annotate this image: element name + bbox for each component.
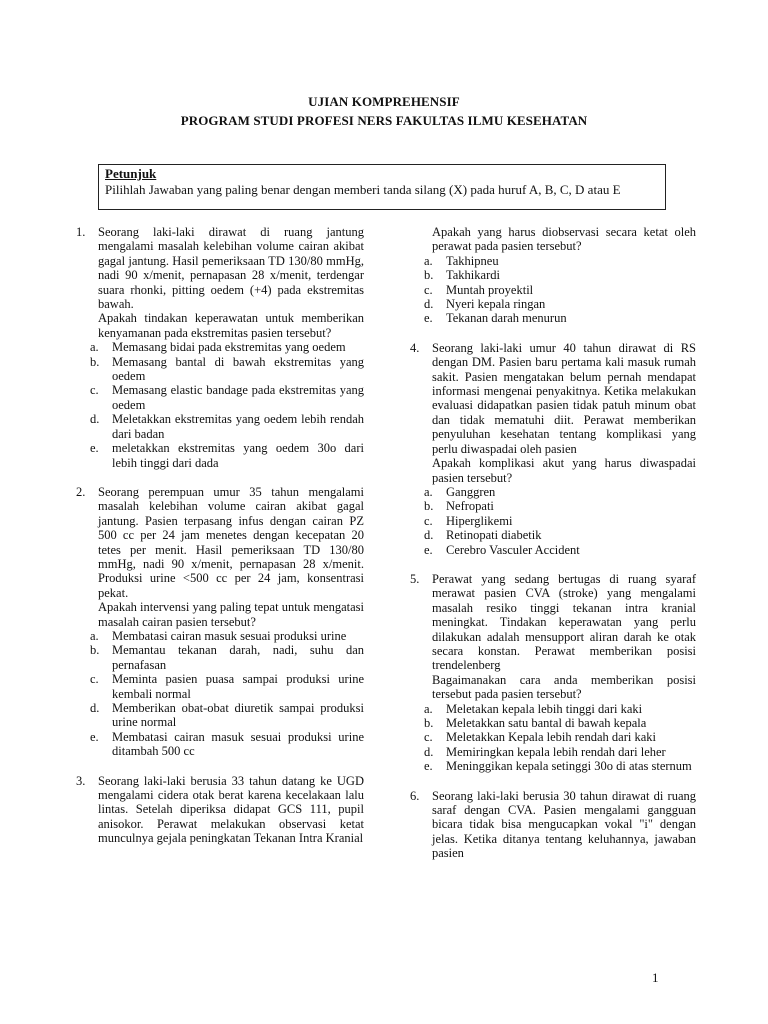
option-b: b. Takhikardi bbox=[424, 268, 500, 283]
option-c: c. Hiperglikemi bbox=[424, 513, 513, 528]
question-stem: Seorang laki-laki berusia 33 tahun datang ke UGD mengalami cidera otak berat karena kecelakaan lalu lintas. Setelah diperiksa didapat GCS 111, pupil anisokor. Perawat melakukan observasi ketat munculnya gejala peningkatan Tekanan Intra Kranial bbox=[98, 773, 364, 846]
option-e: e. meletakkan ekstremitas yang oedem 30o dari lebih tinggi dari dada bbox=[90, 441, 364, 470]
question-4 bbox=[410, 341, 696, 557]
question-number: 2. bbox=[76, 484, 86, 499]
option-e: e. Meninggikan kepala setinggi 30o di atas sternum bbox=[424, 759, 692, 774]
option-e: e. Tekanan darah menurun bbox=[424, 311, 567, 326]
option-a: a. Meletakan kepala lebih tinggi dari kaki bbox=[424, 701, 643, 716]
question-prompt: Apakah yang harus diobservasi secara ketat oleh perawat pada pasien tersebut? bbox=[432, 225, 696, 254]
left-column bbox=[76, 225, 364, 861]
option-c: c. Muntah proyektil bbox=[424, 282, 534, 297]
question-prompt: Apakah komplikasi akut yang harus diwaspadai pasien tersebut? bbox=[432, 456, 696, 485]
option-b: b. Memasang bantal di bawah ekstremitas yang oedem bbox=[90, 354, 364, 384]
option-a: a. Membatasi cairan masuk sesuai produksi urine bbox=[90, 628, 347, 643]
right-column bbox=[410, 225, 696, 876]
option-e: e. Cerebro Vasculer Accident bbox=[424, 542, 580, 557]
option-b: b. Meletakkan satu bantal di bawah kepala bbox=[424, 716, 647, 730]
question-2 bbox=[76, 485, 364, 759]
question-prompt: Bagaimanakan cara anda memberikan posisi tersebut pada pasien tersebut? bbox=[432, 672, 696, 702]
instructions-box bbox=[98, 164, 666, 210]
option-d: d. Meletakkan ekstremitas yang oedem lebih rendah dari badan bbox=[90, 412, 364, 441]
question-5 bbox=[410, 572, 696, 774]
question-number: 6. bbox=[410, 788, 420, 803]
option-d: d. Memiringkan kepala lebih rendah dari leher bbox=[424, 744, 666, 759]
option-c: c. Meminta pasien puasa sampai produksi urine kembali normal bbox=[90, 672, 364, 701]
question-prompt: Apakah tindakan keperawatan untuk memberikan kenyamanan pada ekstremitas pasien tersebut? bbox=[98, 311, 364, 340]
page-header bbox=[0, 92, 768, 130]
question-stem: Seorang perempuan umur 35 tahun mengalami masalah kelebihan volume cairan akibat gagal jantung. Pasien terpasang infus dengan cairan PZ 500 cc per 24 jam menetes dengan kecepatan 20 tetes per menit. Hasil pemeriksaan TD 130/80 mmHg, nadi 90 x/menit, pernapasan 28 x/menit. Produksi urine <500 cc per 24 jam, konsentrasi pekat. bbox=[98, 484, 364, 600]
option-a: a. Ganggren bbox=[424, 484, 496, 499]
question-stem: Perawat yang sedang bertugas di ruang syaraf merawat pasien CVA (stroke) yang mengalami masalah resiko tinggi tekanan intra kranial meningkat. Tindakan keperawatan yang perlu dilakukan adalah mensupport aliran darah ke otak secara konstan. Perawat memberikan posisi trendelenberg bbox=[432, 571, 696, 673]
option-d: d. Retinopati diabetik bbox=[424, 528, 542, 543]
exam-title: UJIAN KOMPREHENSIF bbox=[308, 94, 460, 109]
option-c: c. Memasang elastic bandage pada ekstremitas yang oedem bbox=[90, 383, 364, 412]
question-number: 4. bbox=[410, 340, 420, 355]
option-a: a. Memasang bidai pada ekstremitas yang oedem bbox=[90, 340, 346, 355]
option-c: c. Meletakkan Kepala lebih rendah dari kaki bbox=[424, 730, 656, 745]
instructions-text: Pilihlah Jawaban yang paling benar dengan memberi tanda silang (X) pada huruf A, B, C, D atau E bbox=[105, 181, 621, 197]
program-title: PROGRAM STUDI PROFESI NERS FAKULTAS ILMU KESEHATAN bbox=[180, 113, 588, 128]
question-stem: Seorang laki-laki dirawat di ruang jantung mengalami masalah kelebihan volume cairan akibat gagal jantung. Hasil pemeriksaan TD 130/80 mmHg, nadi 90 x/menit, pernapasan 28 x/menit, terdengar suara rhonki, pitting oedem (+4) pada ekstremitas bawah. bbox=[98, 225, 364, 312]
instructions-title: Petunjuk bbox=[105, 166, 157, 181]
question-3-continued bbox=[410, 225, 696, 326]
question-stem: Seorang laki-laki berusia 30 tahun dirawat di ruang saraf dengan CVA. Pasien mengalami gangguan bicara tidak bisa mengucapkan vokal "i" dengan jelas. Ketika ditanya tentang keluhannya, jawaban pasien bbox=[432, 788, 696, 861]
question-prompt: Apakah intervensi yang paling tepat untuk mengatasi masalah cairan pasien tersebut? bbox=[98, 600, 364, 629]
page-number: 1 bbox=[652, 970, 659, 985]
question-1 bbox=[76, 225, 364, 470]
option-b: b. Memantau tekanan darah, nadi, suhu dan pernafasan bbox=[90, 643, 364, 672]
question-number: 5. bbox=[410, 571, 420, 586]
question-stem: Seorang laki-laki umur 40 tahun dirawat di RS dengan DM. Pasien baru pertama kali masuk rumah sakit. Pasien mengatakan belum pernah mendapat informasi mengenai penyakitnya. Ketika melakukan evaluasi didapatkan pasien tidak patuh minum obat dan tidak mematuhi diit. Perawat memberikan penyuluhan kesehatan tentang komplikasi yang perlu diwaspadai oleh pasien bbox=[432, 340, 696, 456]
option-b: b. Nefropati bbox=[424, 499, 494, 514]
option-e: e. Membatasi cairan masuk sesuai produksi urine ditambah 500 cc bbox=[90, 729, 364, 759]
question-number: 1. bbox=[76, 225, 86, 239]
option-d: d. Nyeri kepala ringan bbox=[424, 297, 546, 312]
question-6 bbox=[410, 789, 696, 861]
option-d: d. Memberikan obat-obat diuretik sampai produksi urine normal bbox=[90, 701, 364, 730]
option-a: a. Takhipneu bbox=[424, 253, 499, 268]
question-3 bbox=[76, 774, 364, 846]
question-number: 3. bbox=[76, 773, 86, 788]
